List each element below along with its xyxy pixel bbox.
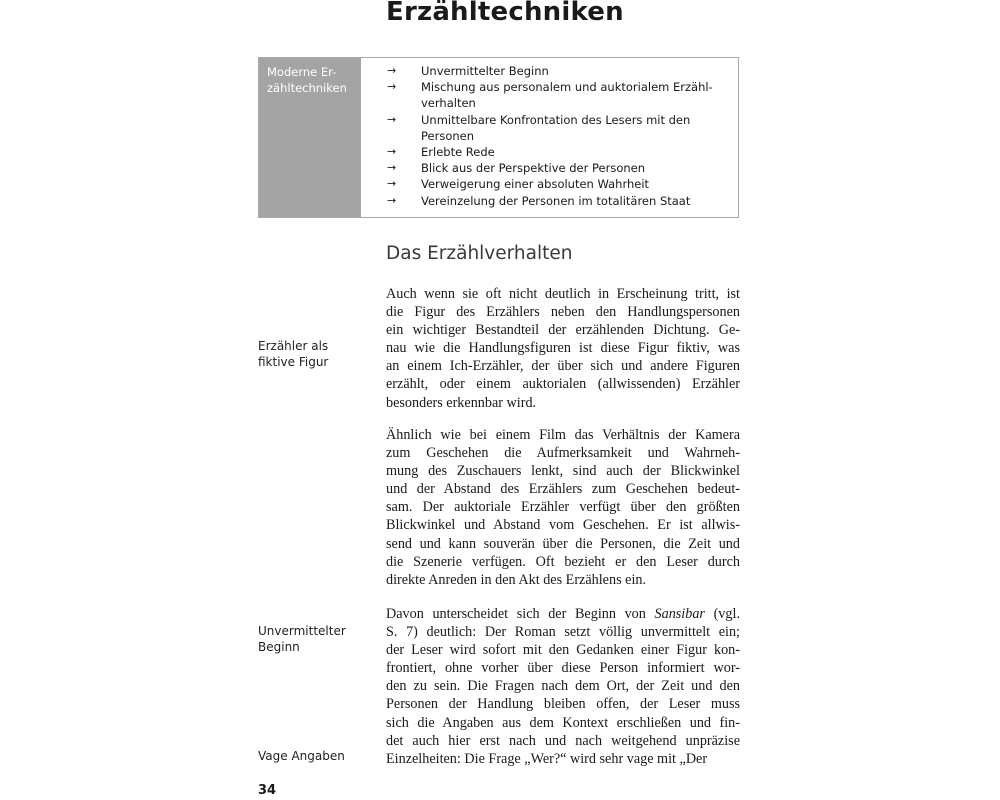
arrow-right-icon: → bbox=[387, 112, 397, 126]
paragraph-line: der Leser wird sofort mit den Gedanken einer Figur kon- bbox=[386, 642, 740, 659]
paragraph-line: Personen der Handlung bleiben offen, der Leser muss bbox=[386, 696, 740, 713]
technique-item bbox=[387, 176, 713, 192]
body-paragraph-blickwinkel bbox=[386, 426, 740, 589]
margin-note-line: Unvermittelter bbox=[258, 624, 346, 638]
technique-item bbox=[387, 160, 713, 176]
paragraph-line: Auch wenn sie oft nicht deutlich in Erscheinung tritt, ist bbox=[386, 286, 740, 302]
arrow-right-icon: → bbox=[387, 177, 397, 191]
techniques-box-label bbox=[259, 58, 361, 217]
arrow-right-icon: → bbox=[387, 193, 397, 207]
margin-note-erzaehler-fiktiv bbox=[258, 338, 328, 370]
paragraph-line: Blickwinkel und Abstand vom Geschehen. Er ist allwis- bbox=[386, 517, 740, 534]
paragraph-line: die Szenerie verfügen. Oft bezieht er den Leser durch bbox=[386, 553, 740, 570]
paragraph-line: mung des Zuschauers lenkt, sind auch der Blickwinkel bbox=[386, 463, 740, 480]
paragraph-line: besonders erkennbar wird. bbox=[386, 394, 537, 411]
paragraph-line: send und kann souverän über die Personen, die Zeit und bbox=[386, 535, 740, 552]
margin-note-vage-angaben bbox=[258, 748, 345, 764]
technique-item bbox=[387, 63, 713, 79]
arrow-right-icon: → bbox=[387, 145, 397, 159]
paragraph-line: an einem Ich-Erzähler, der über sich und andere Figuren bbox=[386, 358, 740, 375]
technique-item-text: Personen bbox=[421, 128, 475, 143]
technique-item-text: Blick aus der Perspektive der Personen bbox=[421, 161, 646, 176]
arrow-right-icon: → bbox=[387, 64, 397, 77]
techniques-box-label-line: Moderne Er- bbox=[267, 65, 337, 79]
paragraph-line: frontiert, ohne vorher über diese Person informiert wor- bbox=[386, 660, 740, 677]
paragraph-line: S. 7) deutlich: Der Roman setzt völlig unvermittelt ein; bbox=[386, 624, 740, 641]
paragraph-line: zum Geschehen die Aufmerksamkeit und Wahrneh- bbox=[386, 445, 740, 462]
section-heading: Das Erzählverhalten bbox=[386, 243, 573, 264]
paragraph-line: und der Abstand des Erzählers zum Geschehen bedeut- bbox=[386, 481, 740, 498]
techniques-list bbox=[387, 63, 713, 209]
margin-note-unvermittelter-beginn bbox=[258, 623, 346, 655]
arrow-right-icon: → bbox=[387, 161, 397, 175]
margin-note-line: Beginn bbox=[258, 640, 300, 654]
technique-item bbox=[387, 128, 713, 144]
arrow-right-icon: → bbox=[387, 80, 397, 94]
technique-item bbox=[387, 79, 713, 95]
paragraph-line: die Figur des Erzählers neben den Handlungspersonen bbox=[386, 304, 740, 321]
paragraph-line: Einzelheiten: Die Frage „Wer?“ wird sehr vage mit „Der bbox=[386, 750, 708, 767]
technique-item-text: Unvermittelter Beginn bbox=[421, 64, 549, 78]
paragraph-line: det auch hier erst nach und nach weitgehend unpräzise bbox=[386, 732, 740, 749]
page-number: 34 bbox=[258, 783, 277, 798]
margin-note-line: fiktive Figur bbox=[258, 355, 329, 369]
paragraph-line: Davon unterscheidet sich der Beginn von Sansibar (vgl. bbox=[386, 606, 740, 622]
margin-note-line: Vage Angaben bbox=[258, 749, 345, 763]
technique-item-text: Erlebte Rede bbox=[421, 145, 495, 160]
technique-item bbox=[387, 112, 713, 128]
technique-item-text: Vereinzelung der Personen im totalitären Staat bbox=[421, 193, 691, 208]
technique-item-text: verhalten bbox=[421, 96, 476, 111]
page-title: Erzähltechniken bbox=[386, 0, 624, 27]
book-title: Sansibar bbox=[654, 606, 705, 622]
paragraph-line: den zu sein. Die Fragen nach dem Ort, der Zeit und den bbox=[386, 678, 740, 695]
paragraph-line: sich die Angaben aus dem Kontext erschließen und fin- bbox=[386, 714, 740, 731]
techniques-box bbox=[258, 57, 739, 218]
paragraph-line: nau wie die Handlungsfiguren ist diese Figur fiktiv, was bbox=[386, 340, 740, 357]
technique-item bbox=[387, 193, 713, 209]
paragraph-line: Ähnlich wie bei einem Film das Verhältnis der Kamera bbox=[386, 427, 740, 443]
technique-item bbox=[387, 95, 713, 111]
technique-item-text: Verweigerung einer absoluten Wahrheit bbox=[421, 177, 650, 192]
paragraph-line: sam. Der auktoriale Erzähler verfügt über den größten bbox=[386, 499, 740, 516]
paragraph-line: direkte Anreden in den Akt des Erzählens ein. bbox=[386, 571, 647, 588]
body-paragraph-erzaehlerfigur bbox=[386, 285, 740, 412]
body-paragraph-unvermittelter-beginn bbox=[386, 605, 740, 768]
technique-item bbox=[387, 144, 713, 160]
technique-item-text: Unmittelbare Konfrontation des Lesers mit den bbox=[421, 112, 691, 127]
paragraph-line: ein wichtiger Bestandteil der erzählenden Dichtung. Ge- bbox=[386, 322, 740, 339]
paragraph-line: erzählt, oder einem auktorialen (allwissenden) Erzähler bbox=[386, 376, 740, 393]
margin-note-line: Erzähler als bbox=[258, 339, 329, 353]
techniques-box-label-line: zähltechniken bbox=[267, 81, 347, 95]
technique-item-text: Mischung aus personalem und auktorialem Erzähl- bbox=[421, 80, 713, 95]
